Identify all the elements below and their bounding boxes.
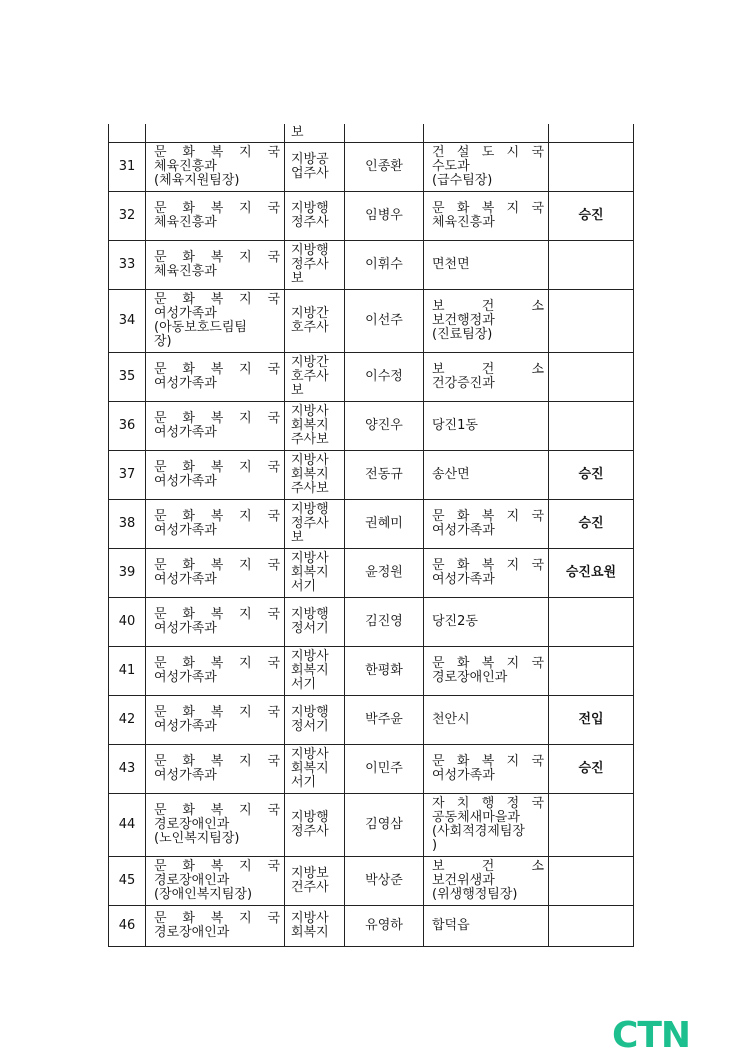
department-cell xyxy=(146,290,285,353)
cell-line: 정주사 xyxy=(291,824,329,839)
cell-line: 호주사 xyxy=(291,369,329,384)
rank-cell xyxy=(285,598,345,647)
cell-line: 보 건 소 xyxy=(432,299,544,314)
cell-empty xyxy=(424,124,549,143)
cell-line: 여성가족과 xyxy=(154,376,217,391)
cell-line: 여성가족과 xyxy=(154,474,217,489)
cell-line: 면천면 xyxy=(432,257,470,272)
row-number: 39 xyxy=(109,549,146,598)
cell-line: 지방행 xyxy=(291,607,329,622)
rank-cell xyxy=(285,192,345,241)
row-number: 36 xyxy=(109,402,146,451)
previous-post-cell xyxy=(424,794,549,857)
cell-line: 지방사 xyxy=(291,551,329,566)
name-cell: 이수정 xyxy=(345,353,424,402)
name-cell: 김영삼 xyxy=(345,794,424,857)
cell-line: 장) xyxy=(154,334,172,349)
name-cell: 임병우 xyxy=(345,192,424,241)
previous-post-cell xyxy=(424,696,549,745)
row-number: 37 xyxy=(109,451,146,500)
table-row xyxy=(109,696,634,745)
name-cell: 박주윤 xyxy=(345,696,424,745)
cell-line: 지방간 xyxy=(291,355,329,370)
cell-line: 지방사 xyxy=(291,911,329,926)
cell-line: (위생행정팀장) xyxy=(432,887,518,902)
cell-line: 문 화 복 지 국 xyxy=(154,460,280,475)
cell-empty xyxy=(146,124,285,143)
previous-post-cell xyxy=(424,451,549,500)
cell-line: 보 건 소 xyxy=(432,362,544,377)
cell-line: (노인복지팀장) xyxy=(154,831,240,846)
row-number: 45 xyxy=(109,857,146,906)
row-number: 44 xyxy=(109,794,146,857)
cell-line: 회복지 xyxy=(291,761,329,776)
cell-line: 회복지 xyxy=(291,418,329,433)
table-row xyxy=(109,290,634,353)
table-row xyxy=(109,451,634,500)
cell-line: 보 xyxy=(291,271,304,286)
cell-line: 문 화 복 지 국 xyxy=(154,803,280,818)
cell-line: 서기 xyxy=(291,579,317,594)
note-cell xyxy=(549,906,634,947)
cell-line: 지방간 xyxy=(291,306,329,321)
cell-line: 여성가족과 xyxy=(154,670,217,685)
cell-line: 여성가족과 xyxy=(154,768,217,783)
cell-line: 지방사 xyxy=(291,747,329,762)
previous-post-cell xyxy=(424,143,549,192)
name-cell: 한평화 xyxy=(345,647,424,696)
table-row xyxy=(109,402,634,451)
note-cell: 승진요원 xyxy=(549,549,634,598)
rank-cell xyxy=(285,906,345,947)
rank-cell xyxy=(285,794,345,857)
cell-line: 정서기 xyxy=(291,621,329,636)
cell-line: 여성가족과 xyxy=(432,768,495,783)
cell-line: 자 치 행 정 국 xyxy=(432,796,544,811)
cell-line: 지방공 xyxy=(291,152,329,167)
cell-empty xyxy=(109,124,146,143)
note-cell xyxy=(549,143,634,192)
cell-line: (아동보호드림팀 xyxy=(154,320,247,335)
cell-line: 합덕읍 xyxy=(432,918,470,933)
department-cell xyxy=(146,549,285,598)
row-number: 43 xyxy=(109,745,146,794)
cell-empty xyxy=(549,124,634,143)
cell-line: 문 화 복 지 국 xyxy=(154,201,280,216)
cell-line: 지방행 xyxy=(291,810,329,825)
department-cell xyxy=(146,451,285,500)
note-cell: 승진 xyxy=(549,451,634,500)
name-cell: 김진영 xyxy=(345,598,424,647)
cell-line: 수도과 xyxy=(432,159,470,174)
table-row xyxy=(109,857,634,906)
table-row xyxy=(109,549,634,598)
cell-line: (사회적경제팀장 xyxy=(432,824,525,839)
name-cell: 윤정원 xyxy=(345,549,424,598)
row-number: 42 xyxy=(109,696,146,745)
cell-line: 경로장애인과 xyxy=(154,925,230,940)
cell-line: 여성가족과 xyxy=(154,425,217,440)
note-cell xyxy=(549,794,634,857)
rank-cell xyxy=(285,143,345,192)
personnel-table xyxy=(108,124,634,947)
department-cell xyxy=(146,598,285,647)
cell-line: 서기 xyxy=(291,677,317,692)
table-row xyxy=(109,500,634,549)
note-cell: 전입 xyxy=(549,696,634,745)
cell-line: (장애인복지팀장) xyxy=(154,887,253,902)
cell-line: 천안시 xyxy=(432,712,470,727)
name-cell: 유영하 xyxy=(345,906,424,947)
previous-post-cell xyxy=(424,598,549,647)
cell-line: 주사보 xyxy=(291,481,329,496)
cell-line: 여성가족과 xyxy=(154,523,217,538)
cell-line: 주사보 xyxy=(291,432,329,447)
cell-line: 지방행 xyxy=(291,201,329,216)
cell-line: 지방보 xyxy=(291,866,329,881)
cell-line: 문 화 복 지 국 xyxy=(432,201,544,216)
cell-line: 문 화 복 지 국 xyxy=(154,558,280,573)
cell-line: 공동체새마을과 xyxy=(432,810,520,825)
note-cell: 승진 xyxy=(549,192,634,241)
table-row xyxy=(109,241,634,290)
cell-line: 문 화 복 지 국 xyxy=(432,509,544,524)
department-cell xyxy=(146,857,285,906)
cell-line: 문 화 복 지 국 xyxy=(154,656,280,671)
cell-line: 회복지 xyxy=(291,663,329,678)
cell-line: 서기 xyxy=(291,775,317,790)
cell-line: 지방행 xyxy=(291,243,329,258)
note-cell xyxy=(549,353,634,402)
cell-line: (급수팀장) xyxy=(432,173,493,188)
previous-post-cell xyxy=(424,402,549,451)
rank-cell xyxy=(285,451,345,500)
rank-cell xyxy=(285,549,345,598)
cell-line: 여성가족과 xyxy=(154,572,217,587)
table-row xyxy=(109,794,634,857)
cell-line: 문 화 복 지 국 xyxy=(154,292,280,307)
cell-line: 문 화 복 지 국 xyxy=(154,250,280,265)
cell-line: 업주사 xyxy=(291,166,329,181)
cell-empty xyxy=(345,124,424,143)
cell-line: 문 화 복 지 국 xyxy=(154,509,280,524)
table-row-continued xyxy=(109,124,634,143)
note-cell xyxy=(549,647,634,696)
cell-line: 체육진흥과 xyxy=(154,264,217,279)
department-cell xyxy=(146,745,285,794)
name-cell: 전동규 xyxy=(345,451,424,500)
previous-post-cell xyxy=(424,906,549,947)
cell-line: 호주사 xyxy=(291,320,329,335)
table-row xyxy=(109,192,634,241)
cell-line: 경로장애인과 xyxy=(432,670,508,685)
cell-line: 건주사 xyxy=(291,880,329,895)
previous-post-cell xyxy=(424,353,549,402)
previous-post-cell xyxy=(424,549,549,598)
cell-line: 문 화 복 지 국 xyxy=(154,859,280,874)
note-cell: 승진 xyxy=(549,500,634,549)
cell-line: (체육지원팀장) xyxy=(154,173,240,188)
table-row xyxy=(109,353,634,402)
row-number: 38 xyxy=(109,500,146,549)
name-cell: 권혜미 xyxy=(345,500,424,549)
rank-cell xyxy=(285,353,345,402)
previous-post-cell xyxy=(424,500,549,549)
cell-line: 정서기 xyxy=(291,719,329,734)
cell-line: 회복지 xyxy=(291,467,329,482)
cell-line: 보 건 소 xyxy=(432,859,544,874)
rank-cell xyxy=(285,402,345,451)
name-cell: 이휘수 xyxy=(345,241,424,290)
previous-post-cell xyxy=(424,647,549,696)
department-cell xyxy=(146,353,285,402)
cell-line: 문 화 복 지 국 xyxy=(154,362,280,377)
note-cell xyxy=(549,290,634,353)
cell-line: 회복지 xyxy=(291,925,329,940)
cell-line: 문 화 복 지 국 xyxy=(432,558,544,573)
note-cell xyxy=(549,241,634,290)
cell-line: 당진2동 xyxy=(432,614,478,629)
cell-line: 보건행정과 xyxy=(432,313,495,328)
name-cell: 이선주 xyxy=(345,290,424,353)
previous-post-cell xyxy=(424,290,549,353)
cell-line: 정주사 xyxy=(291,516,329,531)
note-cell xyxy=(549,402,634,451)
cell-line: 당진1동 xyxy=(432,418,478,433)
rank-cell: 보 xyxy=(285,124,345,143)
cell-line: 송산면 xyxy=(432,467,470,482)
department-cell xyxy=(146,402,285,451)
rank-cell xyxy=(285,696,345,745)
name-cell: 이민주 xyxy=(345,745,424,794)
cell-line: 지방행 xyxy=(291,502,329,517)
rank-cell xyxy=(285,745,345,794)
cell-line: 지방사 xyxy=(291,453,329,468)
cell-line: 체육진흥과 xyxy=(432,215,495,230)
cell-line: 문 화 복 지 국 xyxy=(154,911,280,926)
cell-line: 경로장애인과 xyxy=(154,817,230,832)
rank-cell xyxy=(285,500,345,549)
note-cell: 승진 xyxy=(549,745,634,794)
note-cell xyxy=(549,857,634,906)
ctn-logo xyxy=(611,1014,691,1054)
cell-line: 문 화 복 지 국 xyxy=(154,145,280,160)
department-cell xyxy=(146,192,285,241)
cell-line: 정주사 xyxy=(291,215,329,230)
cell-line: 문 화 복 지 국 xyxy=(432,656,544,671)
table-row xyxy=(109,906,634,947)
cell-line: 체육진흥과 xyxy=(154,159,217,174)
row-number: 34 xyxy=(109,290,146,353)
cell-line: 문 화 복 지 국 xyxy=(154,705,280,720)
department-cell xyxy=(146,647,285,696)
cell-line: 보 xyxy=(291,530,304,545)
cell-line: 건강증진과 xyxy=(432,376,495,391)
department-cell xyxy=(146,794,285,857)
row-number: 33 xyxy=(109,241,146,290)
name-cell: 인종환 xyxy=(345,143,424,192)
cell-line: 정주사 xyxy=(291,257,329,272)
cell-line: (진료팀장) xyxy=(432,327,493,342)
cell-line: 여성가족과 xyxy=(432,523,495,538)
table-row xyxy=(109,598,634,647)
cell-line: 경로장애인과 xyxy=(154,873,230,888)
cell-line: 보 xyxy=(291,383,304,398)
previous-post-cell xyxy=(424,192,549,241)
cell-line: 여성가족과 xyxy=(432,572,495,587)
previous-post-cell xyxy=(424,241,549,290)
rank-cell xyxy=(285,290,345,353)
row-number: 46 xyxy=(109,906,146,947)
cell-line: 건 설 도 시 국 xyxy=(432,145,544,160)
department-cell xyxy=(146,696,285,745)
name-cell: 박상준 xyxy=(345,857,424,906)
cell-line: 여성가족과 xyxy=(154,621,217,636)
rank-cell xyxy=(285,241,345,290)
row-number: 40 xyxy=(109,598,146,647)
row-number: 32 xyxy=(109,192,146,241)
rank-cell xyxy=(285,857,345,906)
cell-line: 문 화 복 지 국 xyxy=(154,754,280,769)
note-cell xyxy=(549,598,634,647)
row-number: 31 xyxy=(109,143,146,192)
cell-line: 지방사 xyxy=(291,649,329,664)
name-cell: 양진우 xyxy=(345,402,424,451)
cell-line: 보건위생과 xyxy=(432,873,495,888)
cell-line: 체육진흥과 xyxy=(154,215,217,230)
cell-line: ) xyxy=(432,838,438,853)
department-cell xyxy=(146,906,285,947)
cell-line: 지방행 xyxy=(291,705,329,720)
row-number: 35 xyxy=(109,353,146,402)
cell-line: 회복지 xyxy=(291,565,329,580)
department-cell xyxy=(146,500,285,549)
rank-cell xyxy=(285,647,345,696)
cell-line: 지방사 xyxy=(291,404,329,419)
department-cell xyxy=(146,143,285,192)
cell-line: 문 화 복 지 국 xyxy=(432,754,544,769)
svg-text:CTN: CTN xyxy=(611,1015,691,1054)
cell-line: 여성가족과 xyxy=(154,719,217,734)
previous-post-cell xyxy=(424,745,549,794)
department-cell xyxy=(146,241,285,290)
table-row xyxy=(109,745,634,794)
cell-line: 문 화 복 지 국 xyxy=(154,411,280,426)
cell-line: 여성가족과 xyxy=(154,306,217,321)
table-row xyxy=(109,647,634,696)
cell-line: 문 화 복 지 국 xyxy=(154,607,280,622)
table-row xyxy=(109,143,634,192)
previous-post-cell xyxy=(424,857,549,906)
row-number: 41 xyxy=(109,647,146,696)
